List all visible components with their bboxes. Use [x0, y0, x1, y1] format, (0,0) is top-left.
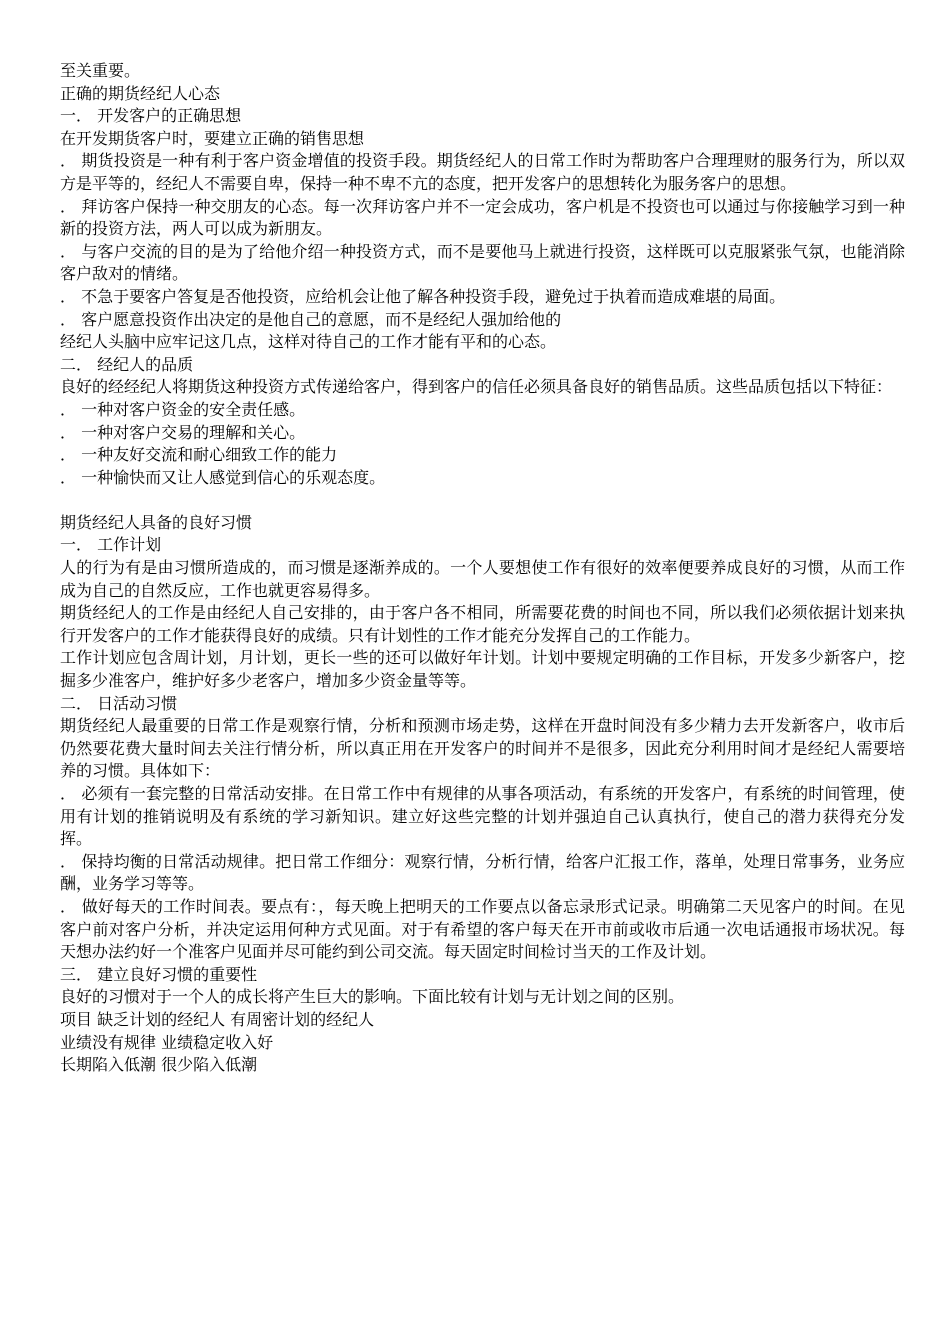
- document-body: [60, 60, 905, 1077]
- bullet-item: ． 一种愉快而又让人感觉到信心的乐观态度。: [60, 467, 386, 487]
- subsection-heading: 二． 经纪人的品质: [60, 354, 194, 374]
- paragraph: 人的行为有是由习惯所造成的，而习惯是逐渐养成的。一个人要想使工作有很好的效率便要养成良好的习惯，从而工作成为自己的自然反应，工作也就更容易得多。: [60, 558, 905, 600]
- paragraph: 经纪人头脑中应牢记这几点，这样对待自己的工作才能有平和的心态。: [60, 332, 557, 352]
- paragraph: 至关重要。: [60, 61, 141, 80]
- bullet-item: ． 与客户交流的目的是为了给他介绍一种投资方式，而不是要他马上就进行投资，这样既可以克服紧张气氛，也能消除客户敌对的情绪。: [60, 241, 905, 284]
- paragraph: 期货经纪人最重要的日常工作是观察行情，分析和预测市场走势，这样在开盘时间没有多少精力去开发新客户，收市后仍然要花费大量时间去关注行情分析，所以真正用在开发客户的时间并不是很多，因此充分利用时间才是经纪人需要培养的习惯。具体如下：: [60, 716, 905, 781]
- subsection-heading: 三． 建立良好习惯的重要性: [60, 964, 258, 984]
- paragraph: 在开发期货客户时，要建立正确的销售思想: [60, 128, 365, 148]
- bullet-item: ． 一种友好交流和耐心细致工作的能力: [60, 445, 338, 465]
- paragraph: 期货经纪人的工作是由经纪人自己安排的，由于客户各不相同，所需要花费的时间也不同，所以我们必须依据计划来执行开发客户的工作才能获得良好的成绩。只有计划性的工作才能充分发挥自己的工作能力。: [60, 603, 905, 645]
- bullet-item: ． 必须有一套完整的日常活动安排。在日常工作中有规律的从事各项活动，有系统的开发客户，有系统的时间管理，使用有计划的推销说明及有系统的学习新知识。建立好这些完整的计划并强迫自己认真执行，使自己的潜力获得充分发挥。: [60, 784, 905, 849]
- table-header-row: 项目 缺乏计划的经纪人 有周密计划的经纪人: [60, 1009, 375, 1029]
- bullet-item: ． 保持均衡的日常活动规律。把日常工作细分：观察行情，分析行情，给客户汇报工作，落单，处理日常事务，业务应酬，业务学习等等。: [60, 851, 905, 894]
- table-row: 业绩没有规律 业绩稳定收入好: [60, 1032, 274, 1052]
- paragraph: 良好的经经纪人将期货这种投资方式传递给客户，得到客户的信任必须具备良好的销售品质。这些品质包括以下特征：: [60, 377, 893, 397]
- paragraph: 工作计划应包含周计划，月计划，更长一些的还可以做好年计划。计划中要规定明确的工作目标，开发多少新客户，挖掘多少准客户，维护好多少老客户，增加多少资金量等等。: [60, 648, 905, 691]
- bullet-item: ． 一种对客户交易的理解和关心。: [60, 422, 306, 442]
- table-row: 长期陷入低潮 很少陷入低潮: [60, 1055, 258, 1075]
- paragraph: 良好的习惯对于一个人的成长将产生巨大的影响。下面比较有计划与无计划之间的区别。: [60, 987, 685, 1007]
- bullet-item: ． 不急于要客户答复是否他投资，应给机会让他了解各种投资手段，避免过于执着而造成难堪的局面。: [60, 286, 786, 306]
- bullet-item: ． 客户愿意投资作出决定的是他自己的意愿，而不是经纪人强加给他的: [60, 309, 562, 329]
- blank-line: [60, 489, 905, 512]
- bullet-item: ． 一种对客户资金的安全责任感。: [60, 399, 306, 419]
- section-heading: 正确的期货经纪人心态: [60, 83, 221, 103]
- subsection-heading: 二． 日活动习惯: [60, 693, 178, 713]
- bullet-item: ． 期货投资是一种有利于客户资金增值的投资手段。期货经纪人的日常工作时为帮助客户合理理财的服务行为，所以双方是平等的，经纪人不需要自卑，保持一种不卑不亢的态度，把开发客户的思想转化为服务客户的思想。: [60, 151, 905, 193]
- subsection-heading: 一． 开发客户的正确思想: [60, 106, 242, 126]
- subsection-heading: 一． 工作计划: [60, 535, 162, 555]
- bullet-item: ． 做好每天的工作时间表。要点有：，每天晚上把明天的工作要点以备忘录形式记录。明确第二天见客户的时间。在见客户前对客户分析，并决定运用何种方式见面。对于有希望的客户每天在开市前或收市后通一次电话通报市场状况。每天想办法约好一个准客户见面并尽可能约到公司交流。每天固定时间检讨当天的工作及计划。: [60, 896, 905, 962]
- section-heading: 期货经纪人具备的良好习惯: [60, 512, 253, 532]
- bullet-item: ． 拜访客户保持一种交朋友的心态。每一次拜访客户并不一定会成功，客户机是不投资也可以通过与你接触学习到一种新的投资方法，两人可以成为新朋友。: [60, 196, 905, 239]
